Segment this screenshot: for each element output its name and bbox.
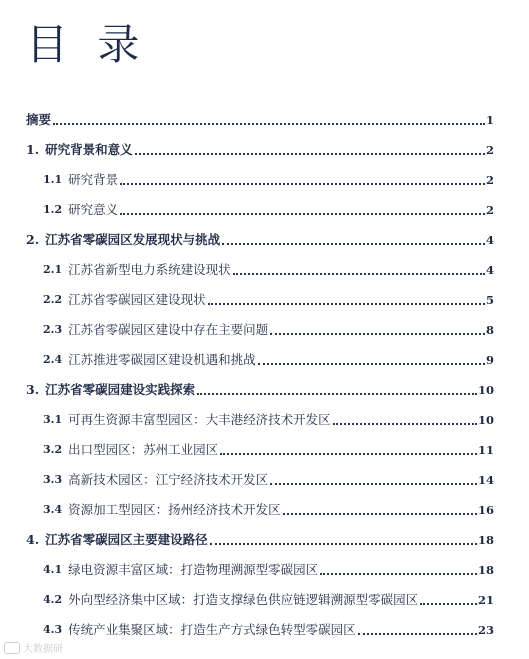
toc-subsection[interactable] xyxy=(26,438,494,458)
toc-leader-dots xyxy=(420,602,477,605)
page-title: 目 录 xyxy=(26,20,148,69)
toc-label: 江苏省零碳园区发展现状与挑战 xyxy=(45,232,221,247)
toc-number: 3.2 xyxy=(43,443,63,456)
toc-page-number: 2 xyxy=(485,173,494,187)
toc-label: 江苏推进零碳园区建设机遇和挑战 xyxy=(68,352,256,367)
toc-leader-dots xyxy=(208,302,485,305)
toc-number: 2. xyxy=(26,232,40,247)
toc-label: 江苏省零碳园区主要建设路径 xyxy=(45,532,208,547)
toc-section[interactable] xyxy=(26,528,494,548)
toc-label: 摘要 xyxy=(26,112,52,127)
toc-subsection[interactable] xyxy=(26,558,494,578)
toc-page-number: 5 xyxy=(485,293,494,307)
toc-number: 2.3 xyxy=(43,323,63,336)
toc-number: 1.1 xyxy=(43,173,63,186)
toc-number: 2.1 xyxy=(43,263,63,276)
toc-label: 研究背景和意义 xyxy=(45,142,133,157)
toc-subsection[interactable] xyxy=(26,318,494,338)
toc-subsection[interactable] xyxy=(26,168,494,188)
toc-label: 绿电资源丰富区域：打造物理溯源型零碳园区 xyxy=(68,562,319,577)
toc-number: 3.4 xyxy=(43,503,63,516)
toc-page-number: 2 xyxy=(485,203,494,217)
toc-number: 4.1 xyxy=(43,563,63,576)
toc-page-number: 10 xyxy=(477,413,494,427)
toc-number: 3.3 xyxy=(43,473,63,486)
toc-number: 4.3 xyxy=(43,623,63,636)
toc-section[interactable] xyxy=(26,138,494,158)
toc-label: 研究背景 xyxy=(68,172,119,187)
watermark-text: 大数据研 xyxy=(23,644,63,655)
toc-page-number: 1 xyxy=(485,113,494,127)
toc-number: 2.2 xyxy=(43,293,63,306)
toc-label: 研究意义 xyxy=(68,202,119,217)
toc-number: 4.2 xyxy=(43,593,63,606)
toc-page-number: 9 xyxy=(485,353,494,367)
toc-page-number: 18 xyxy=(477,563,494,577)
toc-page-number: 4 xyxy=(485,263,494,277)
toc-subsection[interactable] xyxy=(26,618,494,638)
toc-leader-dots xyxy=(270,332,485,335)
toc-label: 高新技术园区：江宁经济技术开发区 xyxy=(68,472,269,487)
toc-leader-dots xyxy=(358,632,477,635)
toc-section[interactable] xyxy=(26,378,494,398)
toc-page-number: 16 xyxy=(477,503,494,517)
toc-leader-dots xyxy=(222,242,485,245)
toc-leader-dots xyxy=(53,122,485,125)
toc-subsection[interactable] xyxy=(26,258,494,278)
toc-leader-dots xyxy=(135,152,485,155)
toc-page-number: 8 xyxy=(485,323,494,337)
toc-section[interactable] xyxy=(26,228,494,248)
toc-leader-dots xyxy=(220,452,477,455)
toc-section[interactable] xyxy=(26,108,494,128)
toc-number: 2.4 xyxy=(43,353,63,366)
toc-leader-dots xyxy=(120,212,485,215)
toc-label: 传统产业集聚区域：打造生产方式绿色转型零碳园区 xyxy=(68,622,356,637)
toc-leader-dots xyxy=(233,272,485,275)
toc-number: 1. xyxy=(26,142,40,157)
toc-number: 3. xyxy=(26,382,40,397)
toc-leader-dots xyxy=(333,422,477,425)
toc-subsection[interactable] xyxy=(26,288,494,308)
toc-label: 江苏省零碳园区建设中存在主要问题 xyxy=(68,322,269,337)
toc-page-number: 23 xyxy=(477,623,494,637)
toc-page-number: 11 xyxy=(477,443,494,457)
toc-subsection[interactable] xyxy=(26,408,494,428)
toc-page-number: 18 xyxy=(477,533,494,547)
toc-page-number: 10 xyxy=(477,383,494,397)
toc-page-number: 2 xyxy=(485,143,494,157)
toc-leader-dots xyxy=(120,182,485,185)
toc-label: 江苏省零碳园建设实践探索 xyxy=(45,382,196,397)
toc-number: 3.1 xyxy=(43,413,63,426)
toc-page-number: 21 xyxy=(477,593,494,607)
toc-leader-dots xyxy=(283,512,477,515)
watermark xyxy=(4,640,63,655)
toc-leader-dots xyxy=(210,542,477,545)
toc-subsection[interactable] xyxy=(26,498,494,518)
toc-label: 江苏省新型电力系统建设现状 xyxy=(68,262,231,277)
toc-subsection[interactable] xyxy=(26,348,494,368)
toc-label: 资源加工型园区：扬州经济技术开发区 xyxy=(68,502,281,517)
watermark-logo-icon xyxy=(4,642,20,654)
toc-leader-dots xyxy=(270,482,477,485)
toc-label: 可再生资源丰富型园区：大丰港经济技术开发区 xyxy=(68,412,331,427)
toc-number: 4. xyxy=(26,532,40,547)
toc-leader-dots xyxy=(258,362,485,365)
toc-leader-dots xyxy=(320,572,477,575)
toc-leader-dots xyxy=(197,392,477,395)
toc-label: 江苏省零碳园区建设现状 xyxy=(68,292,206,307)
toc-page-number: 14 xyxy=(477,473,494,487)
toc-subsection[interactable] xyxy=(26,198,494,218)
toc-page-number: 4 xyxy=(485,233,494,247)
toc-number: 1.2 xyxy=(43,203,63,216)
toc-label: 外向型经济集中区域：打造支撑绿色供应链逻辑溯源型零碳园区 xyxy=(68,592,419,607)
toc-label: 出口型园区：苏州工业园区 xyxy=(68,442,219,457)
toc-subsection[interactable] xyxy=(26,588,494,608)
toc-subsection[interactable] xyxy=(26,468,494,488)
